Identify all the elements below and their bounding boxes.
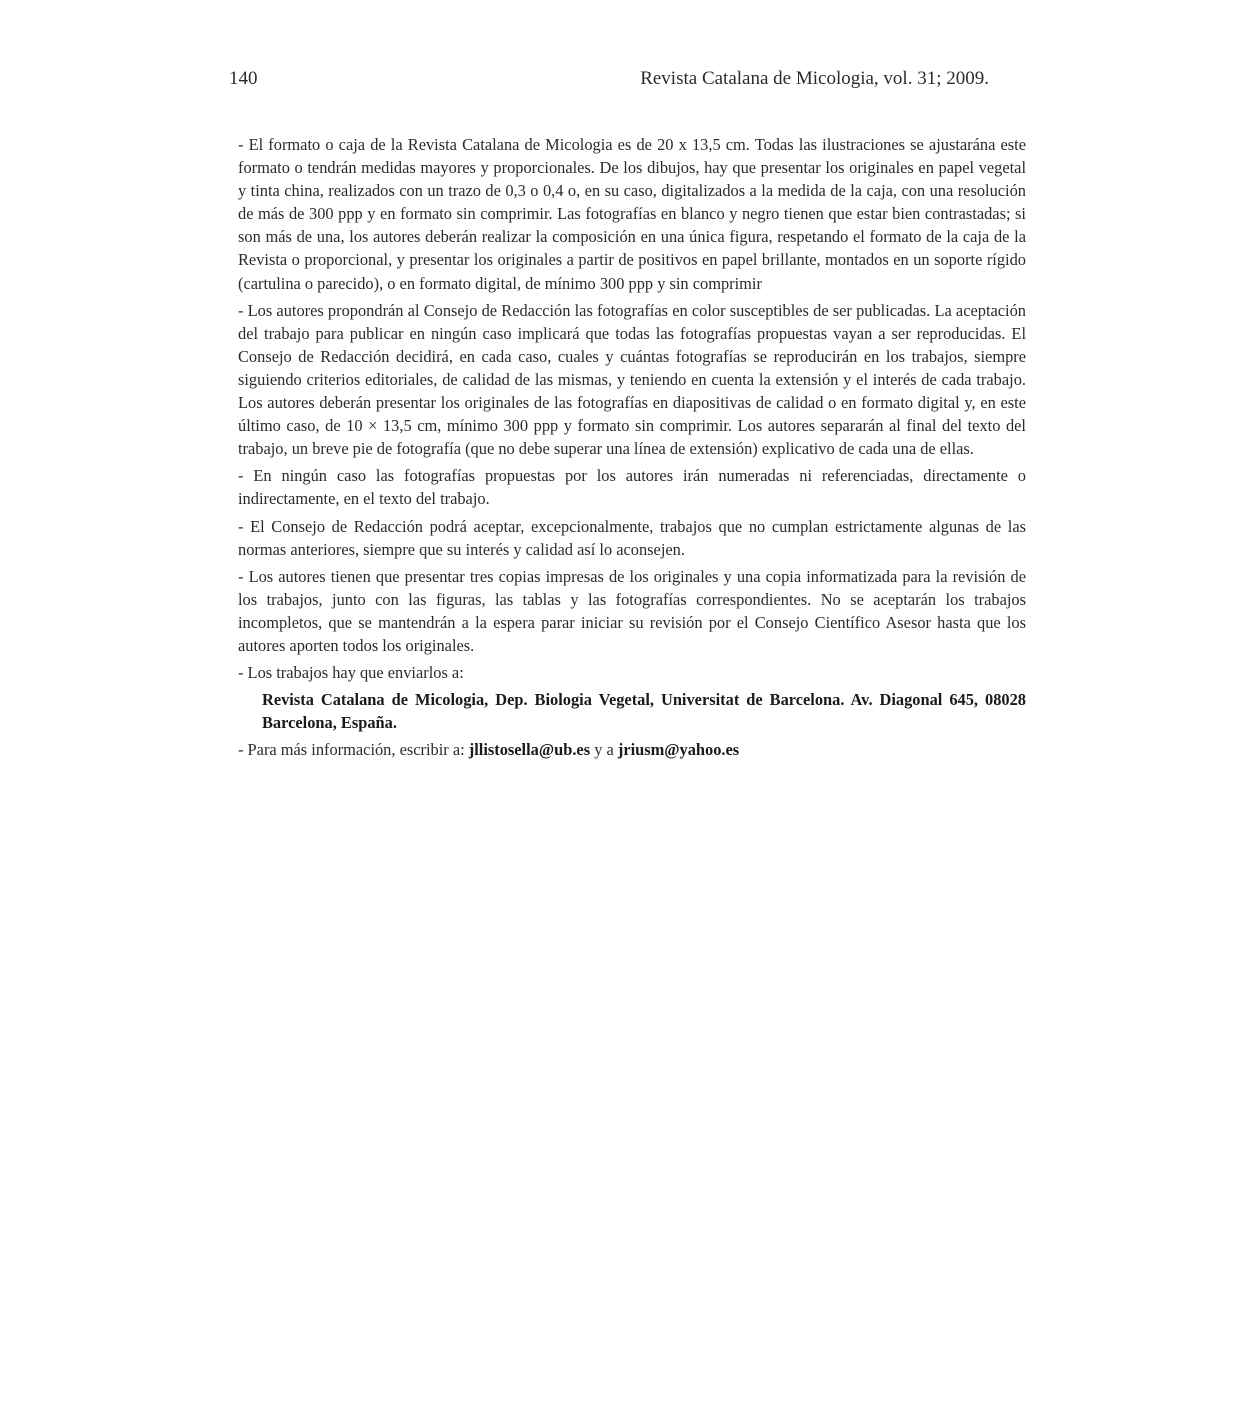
email-link-1[interactable]: jllistosella@ub.es [468,740,591,760]
paragraph-figure-format: - El formato o caja de la Revista Catalana de Micologia es de 20 x 13,5 cm. Todas las ilustraciones se ajustarána este formato o tendrán medidas mayores y proporcionales. De los dibujos, hay que presentar los originales en papel vegetal y tinta china, realizados con un trazo de 0,3 o 0,4 o, en su caso, digitalizados a la medida de la caja, con una resolución de más de 300 ppp y en formato sin comprimir. Las fotografías en blanco y negro tienen que estar bien contrastadas; si son más de una, los autores deberán realizar la composición en una única figura, respetando el formato de la caja de la Revista o proporcional, y presentar los originales a partir de positivos en papel brillante, montados en un soporte rígido (cartulina o parecido), o en formato digital, de mínimo 300 ppp y sin comprimir [238,135,1026,293]
paragraph-send-to: - Los trabajos hay que enviarlos a: [238,663,464,683]
paragraph-photo-references: - En ningún caso las fotografías propuestas por los autores irán numeradas ni referenciadas, directamente o indirectamente, en el texto del trabajo. [238,466,1026,509]
paragraph-color-photographs: - Los autores propondrán al Consejo de Redacción las fotografías en color susceptibles de ser publicadas. La aceptación del trabajo para publicar en ningún caso implicará que todas las fotografías propuestas vayan a ser reproducidas. El Consejo de Redacción decidirá, en cada caso, cuales y cuántas fotografías se reproducirán en los trabajos, siempre siguiendo criterios editoriales, de calidad de las mismas, y teniendo en cuenta la extensión y el interés de cada trabajo. Los autores deberán presentar los originales de las fotografías en diapositivas de calidad o en formato digital y, en este último caso, de 10 × 13,5 cm, mínimo 300 ppp y formato sin comprimir. Los autores separarán al final del texto del trabajo, un breve pie de fotografía (que no debe superar una línea de extensión) explicativo de cada una de ellas. [238,300,1026,459]
paragraph-submission-copies: - Los autores tienen que presentar tres copias impresas de los originales y una copia informatizada para la revisión de los trabajos, junto con las figuras, las tablas y las fotografías correspondientes. No se aceptarán los trabajos incompletos, que se mantendrán a la espera parar iniciar su revisión por el Consejo Científico Asesor hasta que los autores aporten todos los originales. [238,566,1026,655]
paragraph-exceptions: - El Consejo de Redacción podrá aceptar, excepcionalmente, trabajos que no cumplan estrictamente algunas de las normas anteriores, siempre que su interés y calidad así lo aconsejen. [238,516,1026,559]
body-text [238,133,1026,765]
postal-address: Revista Catalana de Micologia, Dep. Biologia Vegetal, Universitat de Barcelona. Av. Diagonal 645, 08028 Barcelona, España. [262,690,1026,733]
journal-reference: Revista Catalana de Micologia, vol. 31; 2009. [640,68,989,89]
running-head [229,68,989,96]
page-number: 140 [229,68,258,89]
email-link-2[interactable]: jriusm@yahoo.es [617,740,740,760]
contact-line [238,738,1026,761]
contact-joiner: y a [590,740,618,760]
contact-prefix: - Para más información, escribir a: [238,740,469,760]
